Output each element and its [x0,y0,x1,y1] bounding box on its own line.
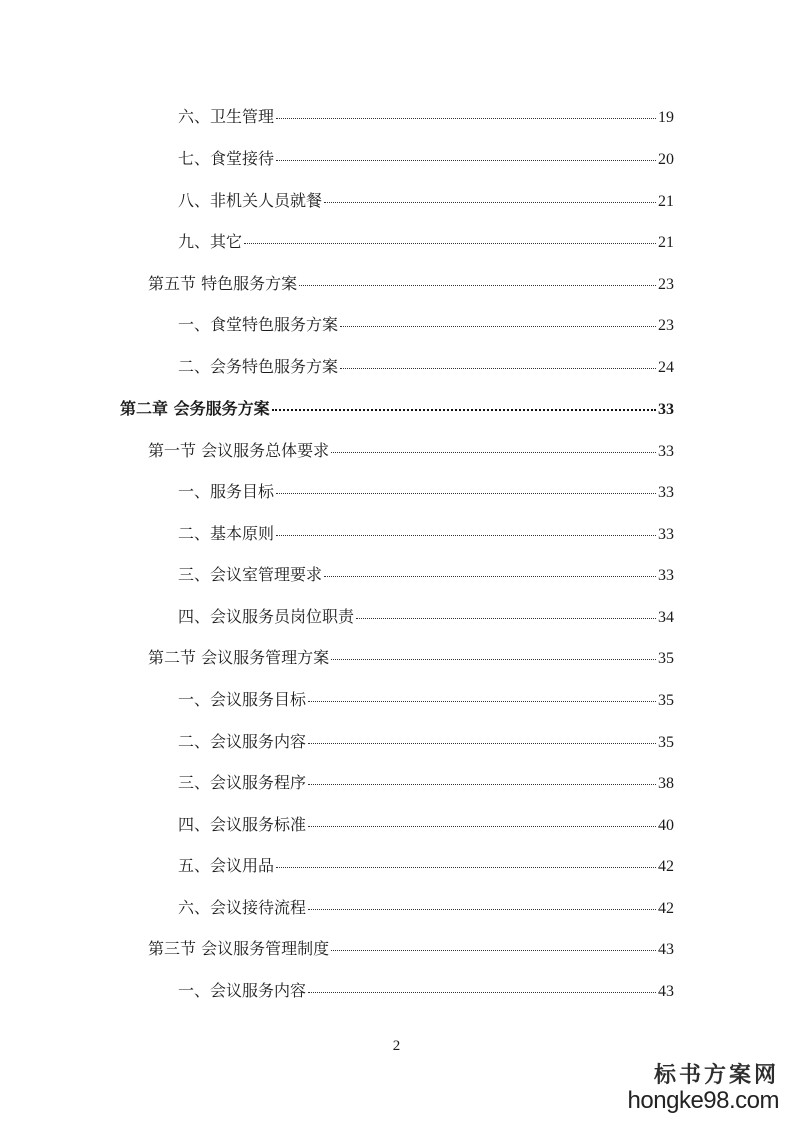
toc-entry-title: 九、其它 [178,232,243,251]
toc-entry-title: 第二章 会务服务方案 [120,399,270,418]
toc-entry-page: 42 [658,858,674,875]
toc-entry-title: 一、会议服务目标 [178,690,307,709]
toc-entry-title: 一、会议服务内容 [178,981,307,1000]
toc-section-entry[interactable] [148,939,674,960]
dot-leader [324,575,656,577]
toc-entry[interactable] [178,856,674,877]
toc-entry-title: 第三节 会议服务管理制度 [148,939,330,958]
toc-entry-page: 19 [658,109,674,126]
toc-entry-page: 24 [658,359,674,376]
toc-entry[interactable] [178,773,674,794]
toc-entry-title: 第五节 特色服务方案 [148,274,298,293]
toc-entry-title: 三、会议室管理要求 [178,565,323,584]
toc-entry-title: 七、食堂接待 [178,149,275,168]
toc-entry-page: 33 [658,567,674,584]
toc-entry-page: 35 [658,650,674,667]
toc-entry-title: 六、会议接待流程 [178,898,307,917]
toc-entry[interactable] [178,357,674,378]
watermark-chinese: 标书方案网 [653,1062,779,1088]
toc-entry-title: 二、基本原则 [178,524,275,543]
dot-leader [308,783,656,785]
toc-entry[interactable] [178,981,674,1002]
dot-leader [276,534,656,536]
toc-entry-page: 23 [658,317,674,334]
toc-entry[interactable] [178,191,674,212]
toc-entry-page: 35 [658,734,674,751]
toc-entry[interactable] [178,898,674,919]
toc-entry[interactable] [178,690,674,711]
toc-entry-page: 38 [658,775,674,792]
dot-leader [276,492,656,494]
dot-leader [308,700,656,702]
dot-leader [276,159,656,161]
dot-leader [308,908,656,910]
dot-leader [331,949,656,951]
toc-entry[interactable] [178,565,674,586]
toc-entry-page: 21 [658,234,674,251]
dot-leader [308,825,656,827]
dot-leader [340,367,656,369]
toc-entry-title: 三、会议服务程序 [178,773,307,792]
toc-entry-title: 八、非机关人员就餐 [178,191,323,210]
toc-entry-title: 四、会议服务员岗位职责 [178,607,355,626]
toc-entry-page: 21 [658,193,674,210]
dot-leader [331,451,656,453]
site-watermark [628,1062,779,1114]
toc-entry-title: 一、服务目标 [178,482,275,501]
watermark-domain: hongke98.com [627,1087,779,1114]
dot-leader [299,284,656,286]
toc-entry-page: 23 [658,276,674,293]
toc-entry-page: 33 [658,401,674,418]
dot-leader [308,742,656,744]
dot-leader [331,658,656,660]
toc-entry-title: 五、会议用品 [178,856,275,875]
toc-entry[interactable] [178,482,674,503]
toc-entry[interactable] [178,815,674,836]
toc-entry[interactable] [178,524,674,545]
dot-leader [276,866,656,868]
toc-chapter-entry[interactable] [120,399,674,420]
toc-entry[interactable] [178,732,674,753]
toc-entry-title: 第二节 会议服务管理方案 [148,648,330,667]
toc-entry[interactable] [178,149,674,170]
toc-entry-title: 第一节 会议服务总体要求 [148,441,330,460]
dot-leader [244,242,656,244]
toc-entry-page: 43 [658,983,674,1000]
toc-entry-page: 35 [658,692,674,709]
dot-leader [340,325,656,327]
toc-entry-page: 43 [658,941,674,958]
toc-section-entry[interactable] [148,441,674,462]
dot-leader [356,617,656,619]
dot-leader [276,117,656,119]
toc-entry[interactable] [178,232,674,253]
toc-entry-page: 33 [658,443,674,460]
toc-entry-title: 四、会议服务标准 [178,815,307,834]
toc-entry[interactable] [178,607,674,628]
page-number: 2 [392,1038,401,1054]
toc-entry[interactable] [178,107,674,128]
toc-section-entry[interactable] [148,648,674,669]
toc-entry-title: 二、会务特色服务方案 [178,357,339,376]
toc-section-entry[interactable] [148,274,674,295]
dot-leader [272,408,656,411]
toc-entry-page: 40 [658,817,674,834]
toc-entry-title: 二、会议服务内容 [178,732,307,751]
dot-leader [324,201,656,203]
toc-entry-page: 34 [658,609,674,626]
toc-entry-title: 一、食堂特色服务方案 [178,315,339,334]
toc-entry-page: 33 [658,526,674,543]
toc-entry-title: 六、卫生管理 [178,107,275,126]
dot-leader [308,991,656,993]
toc-entry-page: 42 [658,900,674,917]
toc-entry-page: 20 [658,151,674,168]
toc-entry-page: 33 [658,484,674,501]
toc-entry[interactable] [178,315,674,336]
